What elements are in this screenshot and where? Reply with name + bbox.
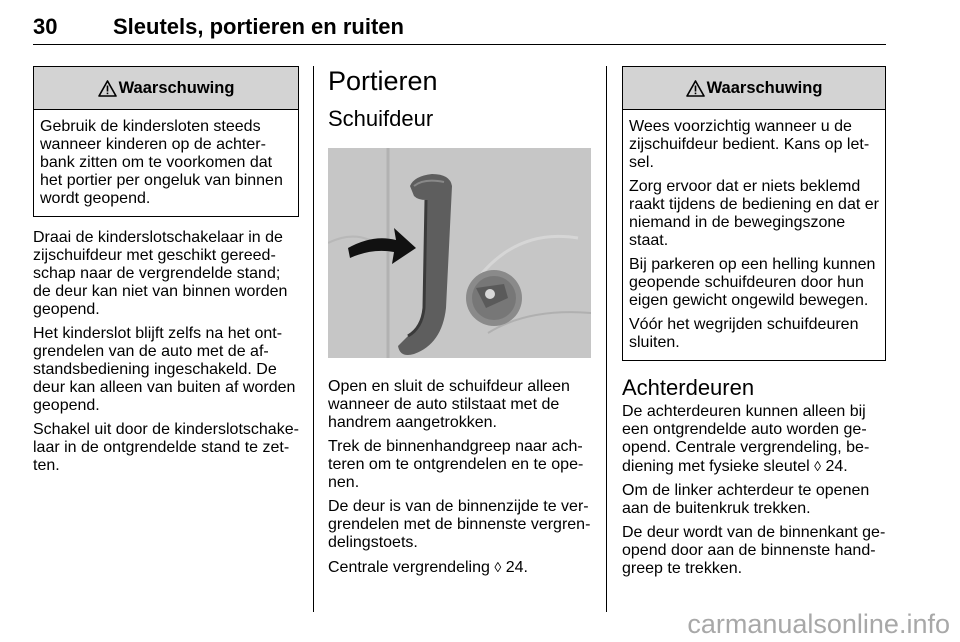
- watermark: carmanualsonline.info: [687, 609, 950, 639]
- body-text: De achterdeuren kunnen alleen bij een ontgrendelde auto worden geopend. Centrale vergrendeling, bediening met fysieke sleutel: [622, 403, 870, 475]
- cross-reference: [328, 558, 591, 577]
- body-paragraph: Trek de binnenhandgreep naar achteren om te ontgrendelen en te openen.: [328, 438, 584, 491]
- warning-text: Gebruik de kindersloten steeds wanneer kinderen op de achterbank zitten om te voorkomen dat het portier per ongeluk van binnen wordt geopend.: [40, 118, 283, 207]
- xref-page: 24.: [501, 559, 528, 576]
- warning-header: [34, 67, 298, 110]
- column-divider: [313, 66, 314, 612]
- body-paragraph: [622, 403, 886, 476]
- column-divider: [606, 66, 607, 612]
- warning-text: Wees voorzichtig wanneer u de zijschuifdeur bedient. Kans op letsel.: [629, 118, 870, 171]
- running-title: Sleutels, portieren en ruiten: [113, 14, 404, 39]
- xref-text: Centrale vergrendeling: [328, 559, 495, 576]
- body-paragraph: Draai de kinderslotschakelaar in de zijschuifdeur met geschikt gereedschap naar de vergrendelde stand; de deur kan niet van binnen worden geopend.: [33, 229, 288, 318]
- warning-text: Vóór het wegrijden schuifdeuren sluiten.: [629, 316, 859, 351]
- xref-symbol-icon: ◊: [814, 458, 822, 474]
- warning-triangle-icon: [686, 80, 705, 97]
- body-paragraph: Het kinderslot blijft zelfs na het ontgrendelen van de auto met de afstandsbediening ingeschakeld. De deur kan alleen van buiten af worden geopend.: [33, 325, 296, 414]
- warning-text: Bij parkeren op een helling kunnen geopende schuifdeuren door hun eigen gewicht ongewild bewegen.: [629, 256, 876, 309]
- body-paragraph: Schakel uit door de kinderslotschakelaar in de ontgrendelde stand te zetten.: [33, 421, 299, 474]
- page-header: [33, 8, 886, 45]
- body-paragraph: Open en sluit de schuifdeur alleen wanneer de auto stilstaat met de handrem aangetrokken.: [328, 378, 570, 431]
- warning-title: Waarschuwing: [706, 78, 823, 97]
- column-2: [328, 66, 591, 583]
- subsection-heading: Schuifdeur: [328, 106, 434, 131]
- warning-triangle-icon: [98, 80, 117, 97]
- warning-text: Zorg ervoor dat er niets beklemd raakt tijdens de bediening en dat er niemand in de bewegingszone staat.: [629, 178, 879, 249]
- page-number: 30: [33, 14, 58, 39]
- column-1: [33, 66, 299, 481]
- section-heading: Portieren: [328, 66, 438, 96]
- warning-header: [623, 67, 885, 110]
- warning-box: [33, 66, 299, 217]
- body-paragraph: De deur is van de binnenzijde te vergrendelen met de binnenste vergrendelingstoets.: [328, 498, 591, 551]
- body-paragraph: Om de linker achterdeur te openen aan de buitenkruk trekken.: [622, 482, 870, 517]
- body-paragraph: De deur wordt van de binnenkant geopend door aan de binnenste handgreep te trekken.: [622, 524, 886, 577]
- warning-box: [622, 66, 886, 361]
- warning-title: Waarschuwing: [118, 78, 235, 97]
- sliding-door-handle-photo: [328, 148, 591, 358]
- xref-symbol-icon: ◊: [494, 559, 502, 575]
- subsection-heading: Achterdeuren: [622, 375, 755, 400]
- column-3: [622, 66, 886, 584]
- xref-page: 24.: [821, 458, 848, 475]
